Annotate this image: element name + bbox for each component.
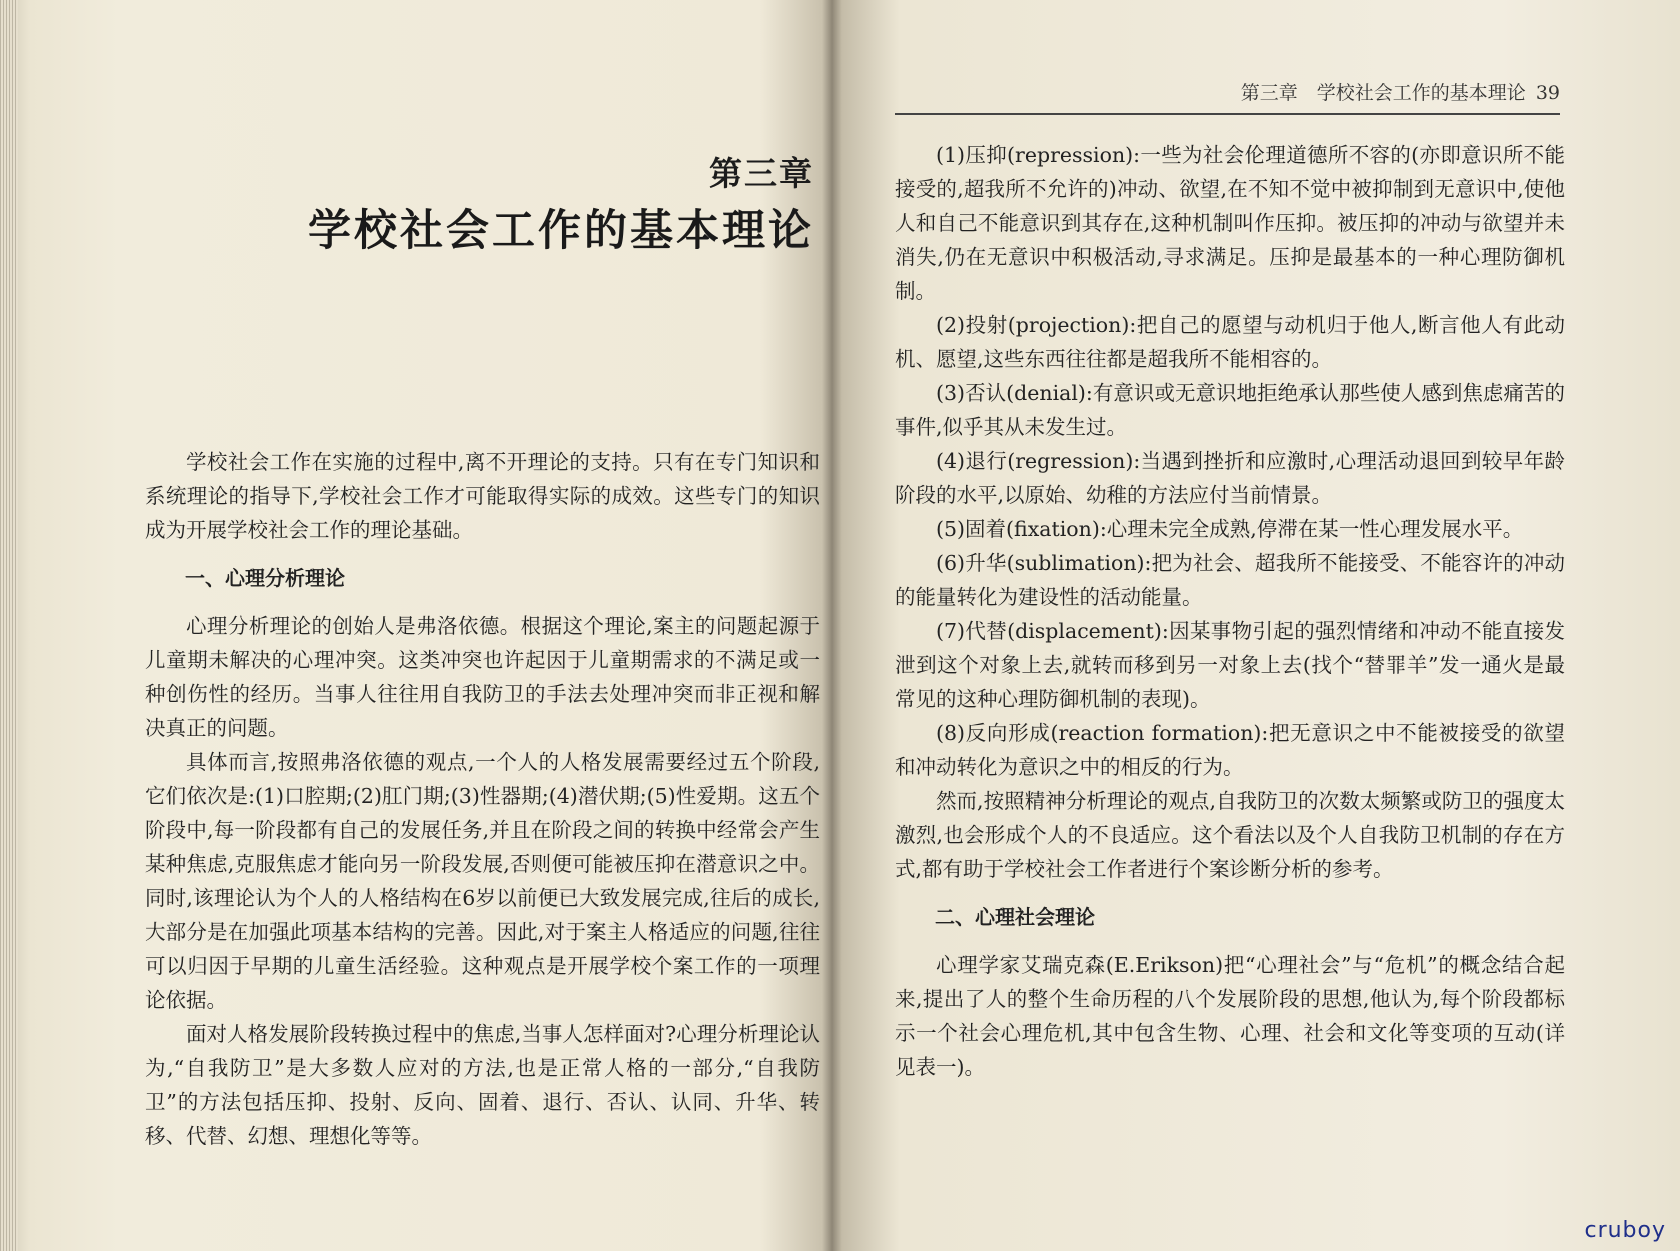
paragraph: 心理分析理论的创始人是弗洛依德。根据这个理论,案主的问题起源于儿童期未解决的心理冲突。这类冲突也许起因于儿童期需求的不满足或一种创伤性的经历。当事人往往用自我防卫的手法去处理冲突而非正视和解决真正的问题。 [145,614,820,740]
defense-item: (2)投射(projection):把自己的愿望与动机归于他人,断言他人有此动机、愿望,这些东西往往都是超我所不能相容的。 [895,313,1565,371]
defense-item: (6)升华(sublimation):把为社会、超我所不能接受、不能容许的冲动的能量转化为建设性的活动能量。 [895,551,1565,609]
defense-item: (5)固着(fixation):心理未完全成熟,停滞在某一性心理发展水平。 [936,517,1524,541]
watermark-text: cruboy [1584,1218,1666,1243]
paragraph: 心理学家艾瑞克森(E.Erikson)把“心理社会”与“危机”的概念结合起来,提出了人的整个生命历程的八个发展阶段的思想,他认为,每个阶段都标示一个社会心理危机,其中包含生物、心理、社会和文化等变项的互动(详见表一)。 [895,953,1565,1079]
running-header-title: 第三章 学校社会工作的基本理论 [1240,82,1526,104]
section-heading-1: 一、心理分析理论 [185,566,345,590]
chapter-title: 学校社会工作的基本理论 [308,206,814,256]
defense-item: (8)反向形成(reaction formation):把无意识之中不能被接受的欲望和冲动转化为意识之中的相反的行为。 [895,721,1565,779]
right-page [895,0,1565,1251]
defense-item: (3)否认(denial):有意识或无意识地拒绝承认那些使人感到焦虑痛苦的事件,似乎其从未发生过。 [895,381,1565,439]
left-body [145,445,820,1153]
defense-item: (1)压抑(repression):一些为社会伦理道德所不容的(亦即意识所不能接受的,超我所不允许的)冲动、欲望,在不知不觉中被抑制到无意识中,使他人和自己不能意识到其存在,这种机制叫作压抑。被压抑的冲动与欲望并未消失,仍在无意识中积极活动,寻求满足。压抑是最基本的一种心理防御机制。 [895,143,1565,303]
paragraph: 面对人格发展阶段转换过程中的焦虑,当事人怎样面对?心理分析理论认为,“自我防卫”是大多数人应对的方法,也是正常人格的一部分,“自我防卫”的方法包括压抑、投射、反向、固着、退行、否认、认同、升华、转移、代替、幻想、理想化等等。 [145,1022,820,1148]
defense-item: (4)退行(regression):当遇到挫折和应激时,心理活动退回到较早年龄阶段的水平,以原始、幼稚的方法应付当前情景。 [895,449,1565,507]
right-body [895,138,1565,1084]
section-heading-2: 二、心理社会理论 [935,905,1095,929]
page-edges [0,0,18,1251]
conclusion-paragraph: 然而,按照精神分析理论的观点,自我防卫的次数太频繁或防卫的强度太激烈,也会形成个人的不良适应。这个看法以及个人自我防卫机制的存在方式,都有助于学校社会工作者进行个案诊断分析的参考。 [895,789,1565,881]
intro-paragraph: 学校社会工作在实施的过程中,离不开理论的支持。只有在专门知识和系统理论的指导下,学校社会工作才可能取得实际的成效。这些专门的知识成为开展学校社会工作的理论基础。 [145,450,820,542]
paragraph: 具体而言,按照弗洛依德的观点,一个人的人格发展需要经过五个阶段,它们依次是:(1)口腔期;(2)肛门期;(3)性器期;(4)潜伏期;(5)性爱期。这五个阶段中,每一阶段都有自己的发展任务,并且在阶段之间的转换中经常会产生某种焦虑,克服焦虑才能向另一阶段发展,否则便可能被压抑在潜意识之中。同时,该理论认为个人的人格结构在6岁以前便已大致发展完成,往后的成长,大部分是在加强此项基本结构的完善。因此,对于案主人格适应的问题,往往可以归因于早期的儿童生活经验。这种观点是开展学校个案工作的一项理论依据。 [145,750,820,1012]
chapter-number: 第三章 [709,154,814,193]
page-number: 39 [1535,82,1560,104]
defense-item: (7)代替(displacement):因某事物引起的强烈情绪和冲动不能直接发泄到这个对象上去,就转而移到另一对象上去(找个“替罪羊”发一通火是最常见的这种心理防御机制的表现)。 [895,619,1565,711]
left-page [145,0,820,1251]
running-header [895,78,1560,115]
